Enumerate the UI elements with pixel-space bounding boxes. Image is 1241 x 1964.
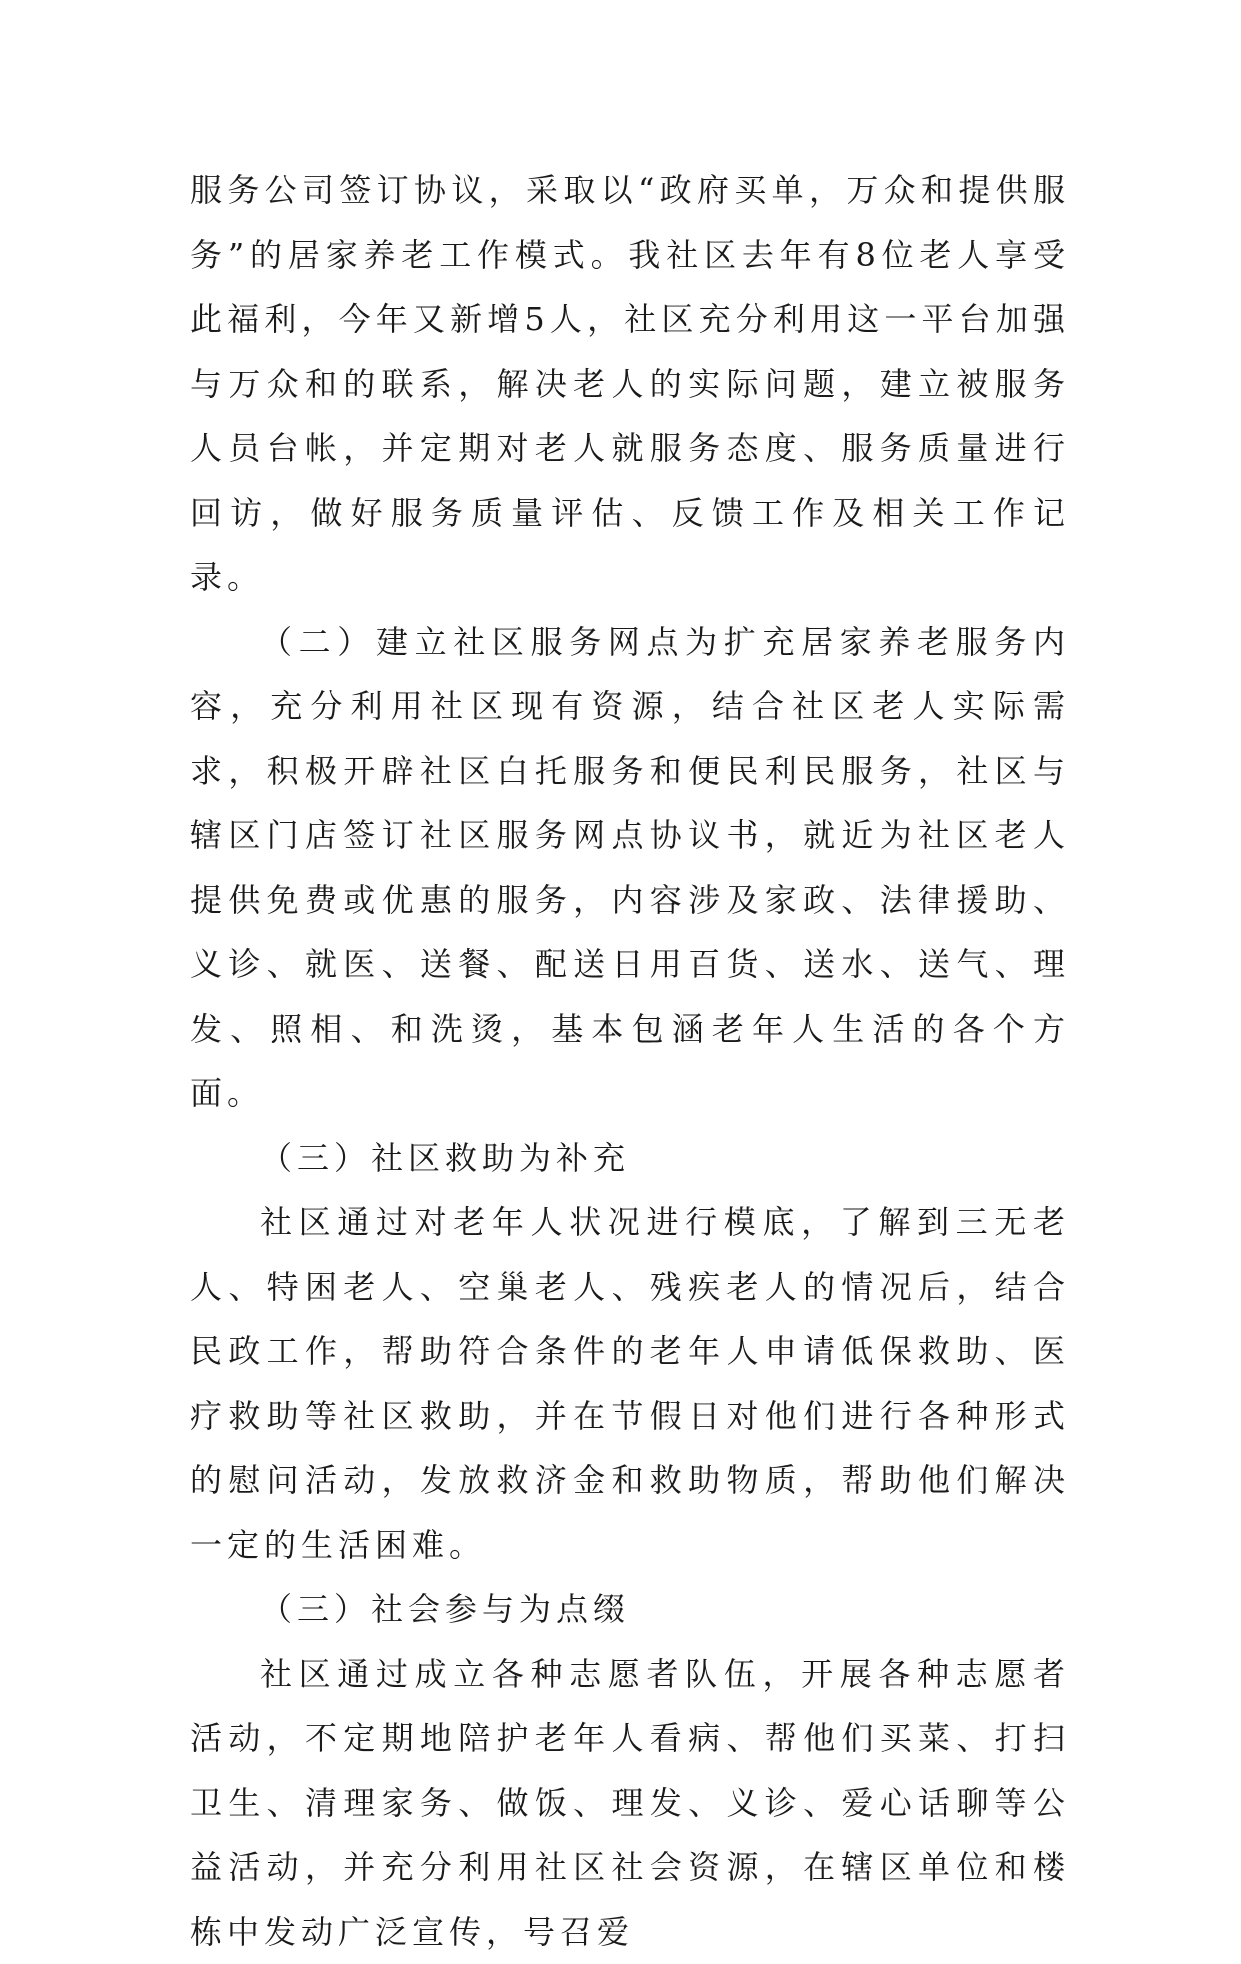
paragraph-home-care-model: 服务公司签订协议，采取以“政府买单，万众和提供服务”的居家养老工作模式。我社区去年有8位老人享受此福利，今年又新增5人，社区充分利用这一平台加强与万众和的联系，解决老人的实际问题，建立被服务人员台帐，并定期对老人就服务态度、服务质量进行回访，做好服务质量评估、反馈工作及相关工作记录。	[190, 158, 1070, 610]
document-body	[190, 158, 1070, 1964]
paragraph-service-network: （二）建立社区服务网点为扩充居家养老服务内容，充分利用社区现有资源，结合社区老人实际需求，积极开辟社区白托服务和便民利民服务，社区与辖区门店签订社区服务网点协议书，就近为社区老人提供免费或优惠的服务，内容涉及家政、法律援助、义诊、就医、送餐、配送日用百货、送水、送气、理发、照相、和洗烫，基本包涵老年人生活的各个方面。	[190, 610, 1070, 1126]
paragraph-social-participation: 社区通过成立各种志愿者队伍，开展各种志愿者活动，不定期地陪护老年人看病、帮他们买菜、打扫卫生、清理家务、做饭、理发、义诊、爱心话聊等公益活动，并充分利用社区社会资源，在辖区单位和楼栋中发动广泛宣传，号召爱	[190, 1642, 1070, 1964]
paragraph-community-assistance: 社区通过对老年人状况进行模底，了解到三无老人、特困老人、空巢老人、残疾老人的情况后，结合民政工作，帮助符合条件的老年人申请低保救助、医疗救助等社区救助，并在节假日对他们进行各种形式的慰问活动，发放救济金和救助物质，帮助他们解决一定的生活困难。	[190, 1190, 1070, 1577]
heading-community-assistance: （三）社区救助为补充	[190, 1126, 1070, 1191]
heading-social-participation: （三）社会参与为点缀	[190, 1577, 1070, 1642]
